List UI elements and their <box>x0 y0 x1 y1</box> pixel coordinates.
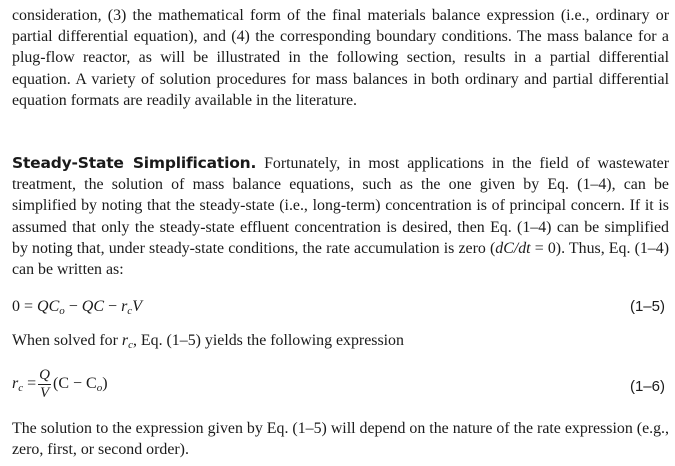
eq2-lhs: r <box>12 375 19 393</box>
intro-paragraph: consideration, (3) the mathematical form of the final materials balance expression (i.e., ordinary or partial differential equation), and (4) the corresponding boundary conditions. The mass balance for a plug-flow reactor, as will be illustrated in the following section, results in a partial differential equation. A variety of solution procedures for mass balances in both ordinary and partial differential equation formats are readily available in the literature. <box>12 7 669 109</box>
equation-1-5-expression: $0 = QC_o$ − QC − $r_cV$ <box>12 298 142 317</box>
equation-1-5 <box>12 296 669 322</box>
eq2-fraction-denominator: V <box>39 385 50 401</box>
equation-1-6-number: (1–6) <box>629 378 665 395</box>
section-text-italic: dC/dt <box>495 239 531 257</box>
eq2-lhs-sub: c <box>18 382 24 395</box>
section-text-b: = 0). Thus, Eq. (1–4) can be written as: <box>12 239 669 279</box>
equation-1-6-expression: $r_c$ = $\frac{Q}{V}$ $(C - C_o)$ <box>12 367 108 401</box>
solved-text-b: , Eq. (1–5) yields the following expression <box>132 332 404 349</box>
section-heading: Steady-State Simplification. <box>12 154 257 172</box>
eq2-fraction <box>38 368 51 401</box>
equation-1-5-number: (1–5) <box>629 298 665 315</box>
eq2-paren-sub: o <box>96 382 103 395</box>
closing-paragraph: The solution to the expression given by Eq. (1–5) will depend on the nature of the rate expression (e.g., zero, first, or second order). <box>12 420 669 459</box>
eq2-paren: (C − C <box>53 375 97 393</box>
equation-1-6 <box>12 368 669 408</box>
section-text-a: Fortunately, in most applications in the field of wastewater treatment, the solution of mass balance equations, such as the one given by Eq. (1–4), can be simplified by noting that the steady-state (i.e., long-term) concentration is of principal concern. If it is assumed that only the steady-state effluent concentration is desired, then Eq. (1–4) can be simplified by noting that, under steady-state conditions, the rate accumulation is zero ( <box>12 155 669 257</box>
solved-for-paragraph <box>12 330 669 356</box>
solved-var-sub: c <box>128 339 133 351</box>
eq2-fraction-numerator: Q <box>39 367 50 383</box>
solved-text-a: When solved for <box>12 332 122 349</box>
steady-state-paragraph <box>12 153 669 280</box>
solved-var: r <box>121 332 129 349</box>
